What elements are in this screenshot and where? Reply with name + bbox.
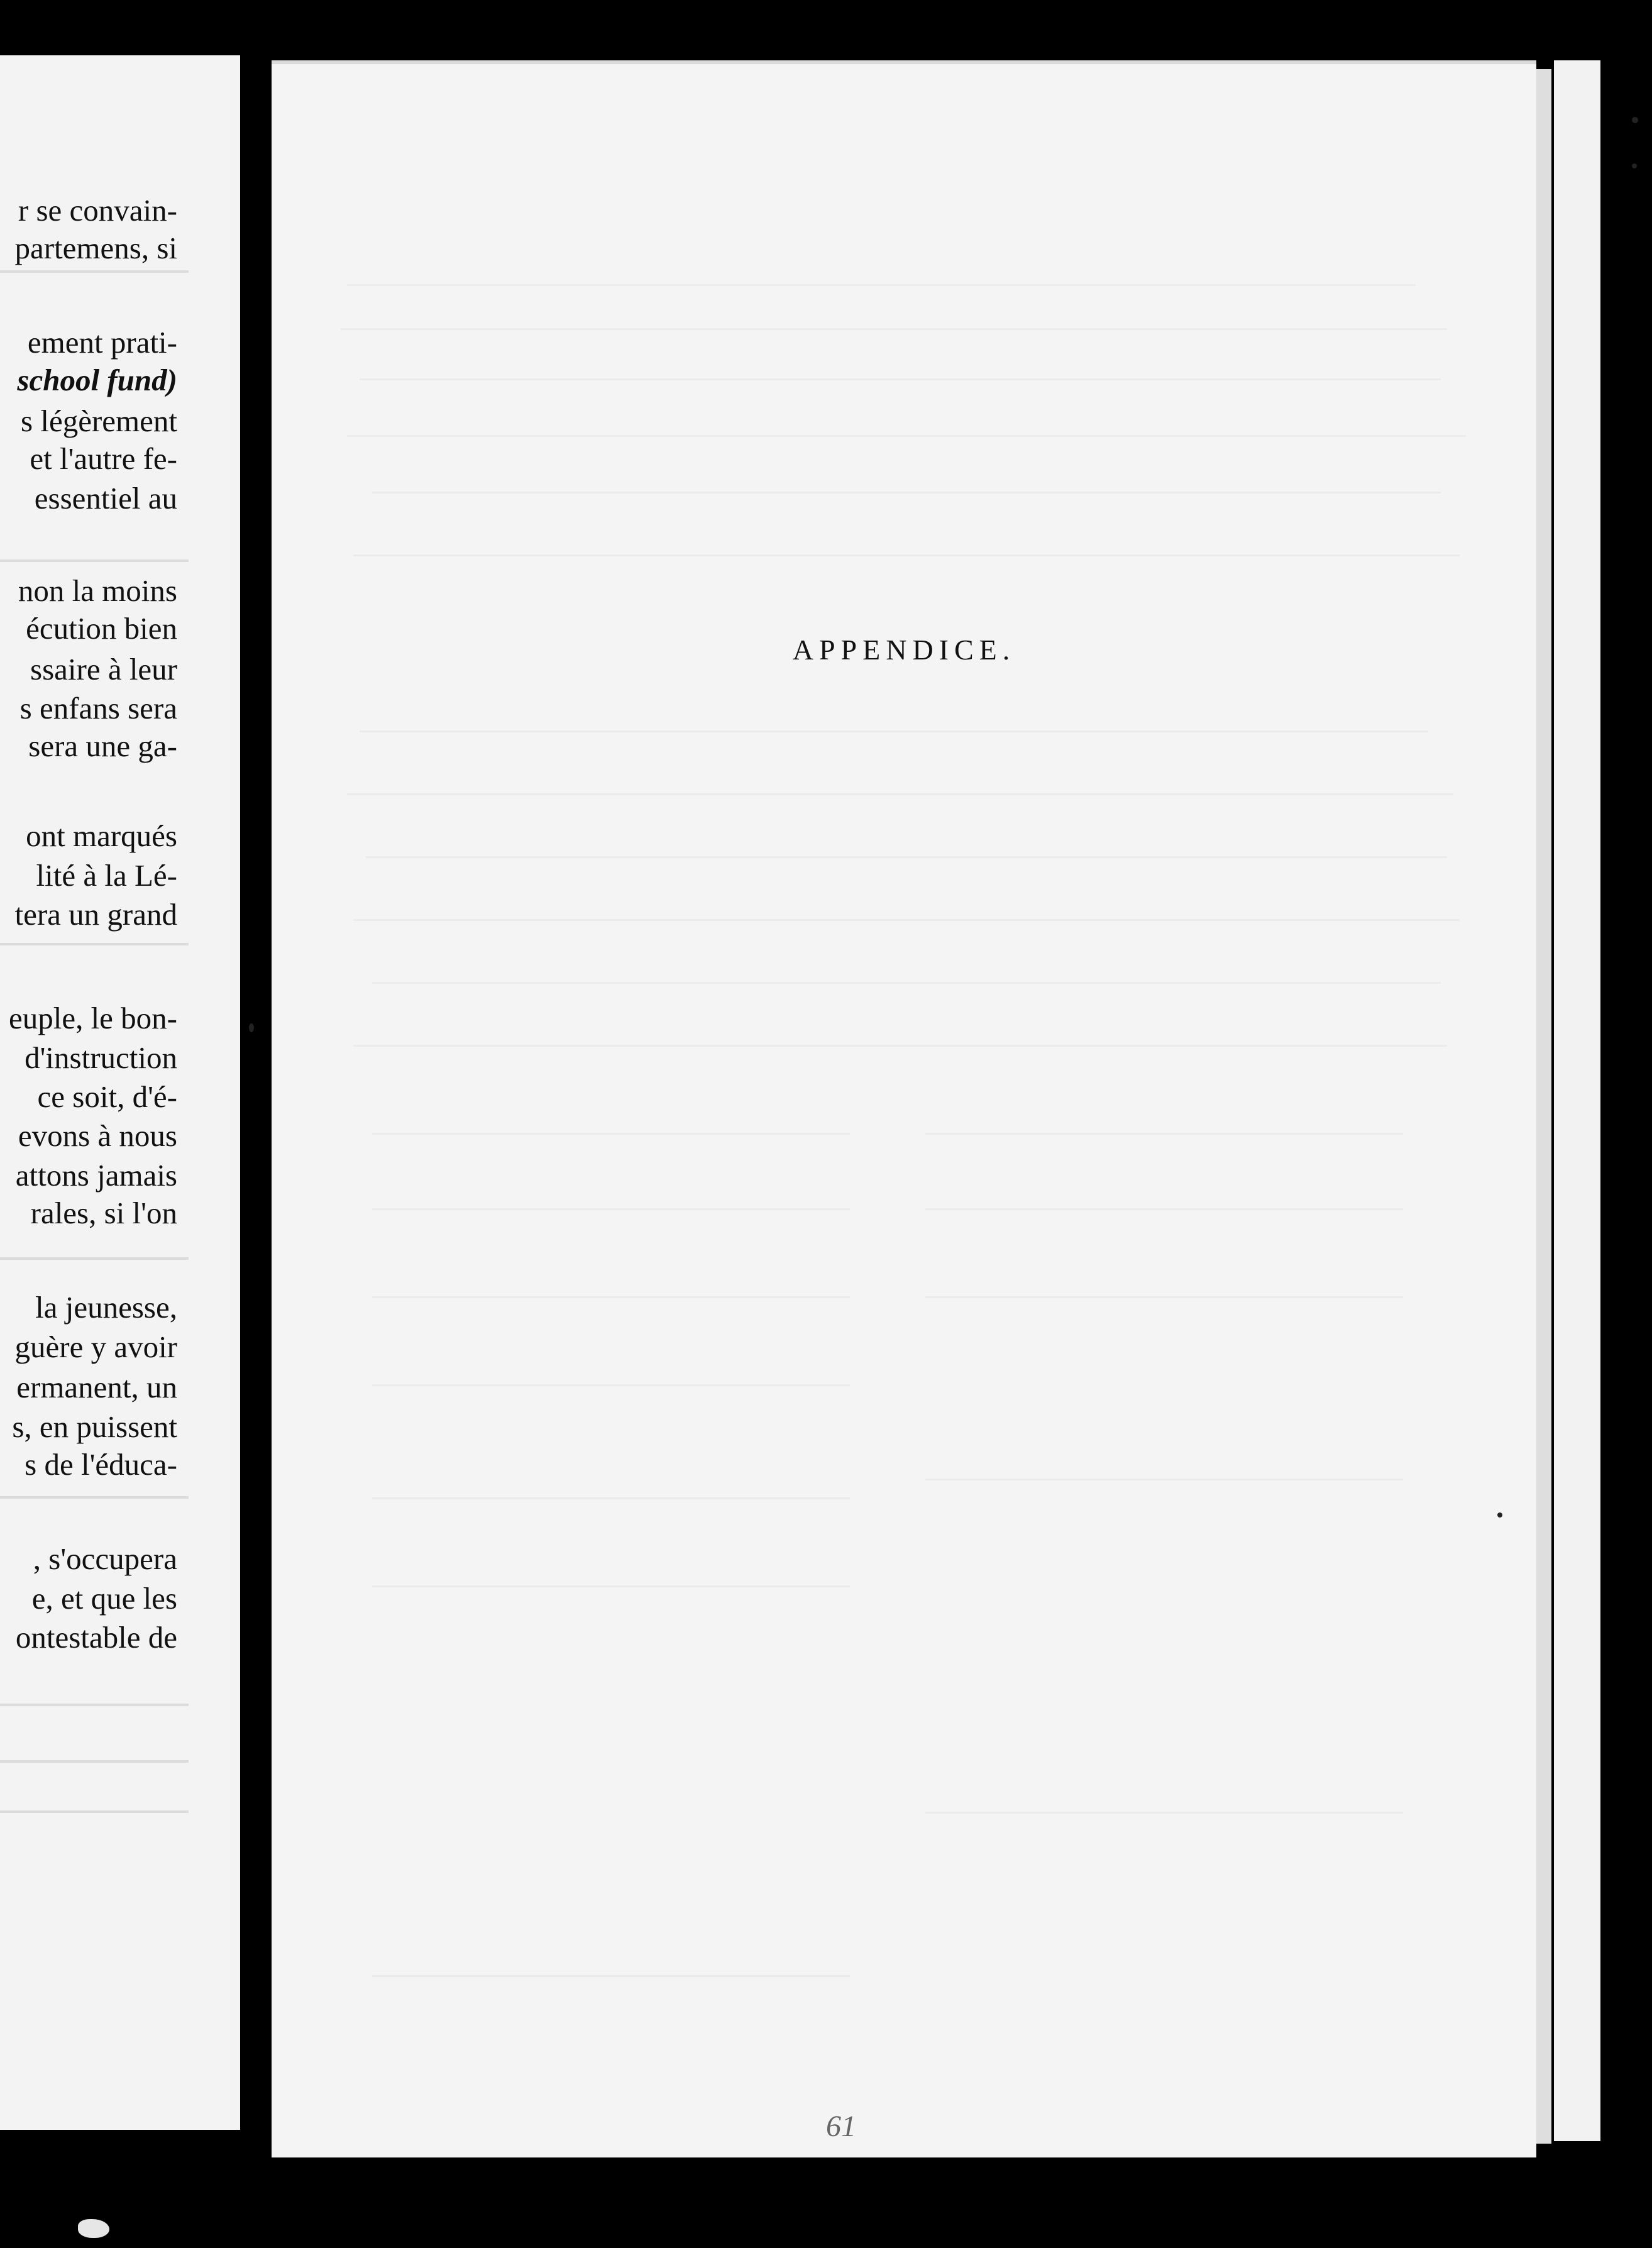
- left-text-line: r se convain-: [18, 193, 177, 228]
- speck: [1632, 117, 1638, 123]
- left-text-line: la jeunesse,: [35, 1290, 177, 1325]
- bleed-through-line: [0, 1810, 189, 1813]
- left-text-line: s enfans sera: [19, 691, 177, 725]
- bleed-through-line: [347, 284, 1416, 286]
- left-text-line: ermanent, un: [16, 1370, 177, 1404]
- bleed-through-line: [0, 943, 189, 945]
- left-text-line: et l'autre fe-: [30, 441, 177, 476]
- bleed-through-line: [372, 1975, 850, 1977]
- bleed-through-line: [925, 1208, 1403, 1210]
- left-text-line: non la moins: [18, 573, 177, 608]
- bleed-through-line: [0, 1257, 189, 1260]
- left-text-line: lité à la Lé-: [36, 858, 177, 893]
- bleed-through-line: [353, 1045, 1447, 1047]
- page-edge: [1536, 69, 1551, 2144]
- bleed-through-line: [925, 1479, 1403, 1480]
- left-text-line: ssaire à leur: [30, 652, 177, 686]
- left-text-line: d'instruction: [25, 1040, 177, 1075]
- speck: [1632, 163, 1637, 168]
- right-page: [272, 60, 1536, 2157]
- bleed-through-line: [0, 1496, 189, 1499]
- left-text-line: s légèrement: [21, 404, 177, 438]
- bleed-through-line: [347, 793, 1453, 795]
- book-gutter: [240, 55, 256, 2130]
- left-text-line: rales, si l'on: [30, 1196, 177, 1230]
- bleed-through-line: [372, 1208, 850, 1210]
- page-edge-strip: [1554, 60, 1600, 2141]
- bleed-through-line: [372, 1585, 850, 1587]
- bleed-through-line: [372, 982, 1441, 984]
- bleed-through-line: [925, 1296, 1403, 1298]
- left-text-line: , s'occupera: [33, 1541, 177, 1576]
- left-text-line: sera une ga-: [28, 729, 177, 763]
- left-text-line: ont marqués: [26, 818, 177, 853]
- left-text-line: s, en puissent: [12, 1409, 177, 1444]
- bleed-through-line: [372, 1296, 850, 1298]
- bleed-through-line: [360, 378, 1441, 380]
- left-text-line: ement prati-: [27, 325, 177, 360]
- bleed-through-line: [0, 559, 189, 562]
- bleed-through-line: [353, 554, 1460, 556]
- left-text-line: guère y avoir: [14, 1330, 177, 1364]
- stain: [78, 2219, 109, 2238]
- left-text-line: s de l'éduca-: [25, 1447, 177, 1482]
- left-text-line: euple, le bon-: [8, 1001, 177, 1035]
- bleed-through-line: [341, 328, 1447, 330]
- bleed-through-line: [0, 270, 189, 273]
- bleed-through-line: [372, 492, 1441, 493]
- bleed-through-line: [0, 1704, 189, 1706]
- bleed-through-line: [360, 730, 1428, 732]
- page-mark: 61: [826, 2110, 856, 2143]
- left-text-line: ce soit, d'é-: [37, 1079, 177, 1114]
- left-text-line: écution bien: [26, 611, 177, 646]
- bleed-through-line: [366, 856, 1447, 858]
- speck: [249, 1023, 254, 1032]
- bleed-through-line: [372, 1497, 850, 1499]
- bleed-through-line: [372, 1384, 850, 1386]
- left-text-line: tera un grand: [14, 897, 177, 932]
- bleed-through-line: [353, 919, 1460, 921]
- bleed-through-line: [347, 435, 1466, 437]
- page-title: APPENDICE.: [792, 634, 1016, 666]
- left-text-line: school fund): [17, 363, 177, 397]
- bleed-through-line: [925, 1812, 1403, 1814]
- left-page: [0, 55, 240, 2130]
- speck: [1497, 1512, 1502, 1518]
- bleed-through-line: [925, 1133, 1403, 1135]
- left-text-line: e, et que les: [31, 1581, 177, 1616]
- bleed-through-line: [372, 1133, 850, 1135]
- left-text-line: evons à nous: [18, 1118, 177, 1153]
- bleed-through-line: [0, 1760, 189, 1763]
- left-text-line: attons jamais: [15, 1158, 177, 1193]
- left-text-line: partemens, si: [14, 231, 177, 265]
- left-text-line: essentiel au: [34, 481, 177, 515]
- left-text-line: ontestable de: [15, 1620, 177, 1655]
